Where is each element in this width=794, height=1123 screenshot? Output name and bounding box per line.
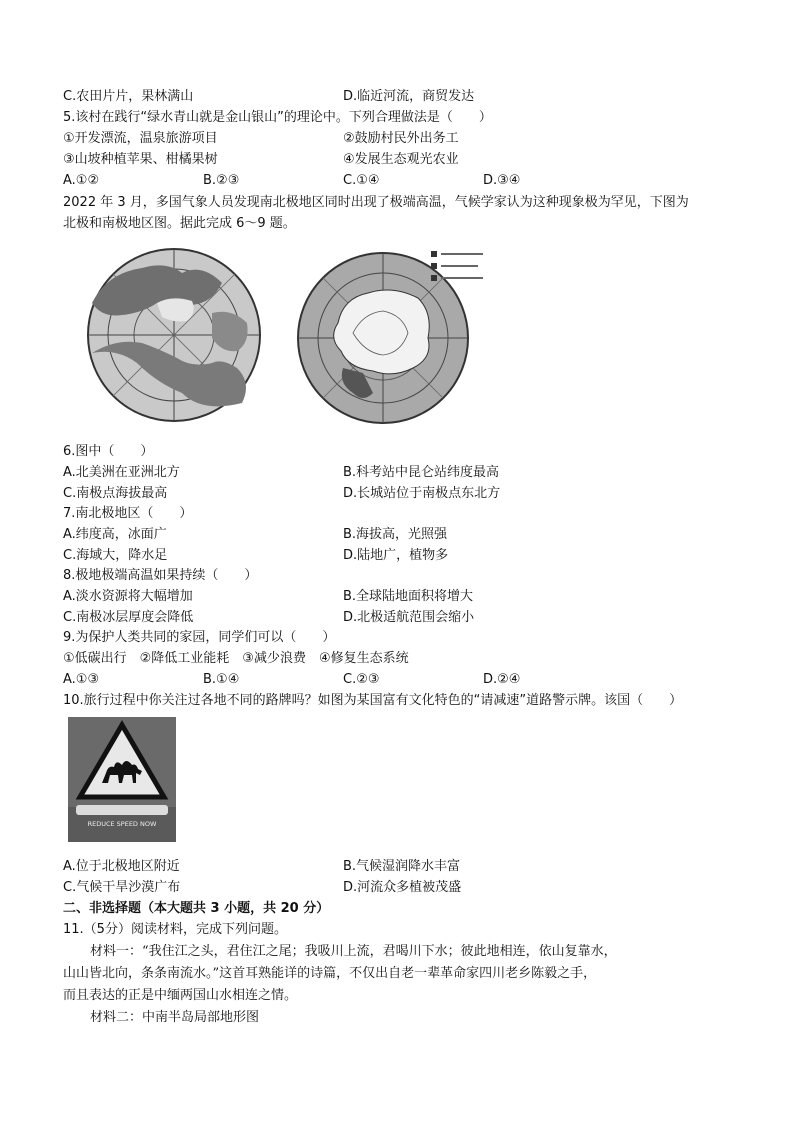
legend-marker-1 [431, 251, 437, 257]
sign-english-text: REDUCE SPEED NOW [87, 820, 157, 828]
q6-option-b: B.科考站中昆仑站纬度最高 [343, 465, 500, 480]
q5-option-d: D.③④ [483, 173, 521, 188]
q7-stem: 7.南北极地区（ ） [63, 506, 193, 521]
q9-option-a: A.①③ [63, 672, 100, 687]
q5-option-b: B.②③ [203, 173, 240, 188]
q8-option-c: C.南极冰层厚度会降低 [63, 610, 194, 625]
arctic-map-figure [62, 243, 272, 428]
road-sign-figure [68, 717, 176, 842]
q7-option-d: D.陆地广，植物多 [343, 548, 449, 563]
q4-option-c: C.农田片片，果林满山 [63, 89, 194, 104]
legend-marker-2 [431, 263, 437, 269]
q5-item-1: ①开发漂流，温泉旅游项目 [63, 131, 218, 146]
legend-marker-3 [431, 275, 437, 281]
q9-option-d: D.②④ [483, 672, 521, 687]
q10-option-d: D.河流众多植被茂盛 [343, 880, 462, 895]
antarctic-map-image [283, 243, 498, 428]
q10-option-b: B.气候湿润降水丰富 [343, 859, 461, 874]
q5-item-4: ④发展生态观光农业 [343, 152, 459, 167]
intro-line-1: 2022 年 3 月，多国气象人员发现南北极地区同时出现了极端高温，气候学家认为这种现象极为罕见，下图为 [63, 195, 689, 210]
q9-stem: 9.为保护人类共同的家园，同学们可以（ ） [63, 630, 336, 645]
q5-item-3: ③山坡种植苹果、柑橘果树 [63, 152, 218, 167]
camel-warning-sign [68, 717, 176, 807]
q8-stem: 8.极地极端高温如果持续（ ） [63, 568, 258, 583]
q8-option-b: B.全球陆地面积将增大 [343, 589, 474, 604]
arabic-text-strip [76, 805, 168, 815]
q11-material-1-line-3: 而且表达的正是中缅两国山水相连之情。 [63, 988, 298, 1003]
q11-stem: 11.（5分）阅读材料，完成下列问题。 [63, 922, 287, 937]
q11-material-1-line-1: 材料一：“我住江之头，君住江之尾；我吸川上流，君喝川下水；彼此地相连，依山复靠水， [90, 944, 617, 959]
q5-option-a: A.①② [63, 173, 100, 188]
q9-items: ①低碳出行 ②降低工业能耗 ③减少浪费 ④修复生态系统 [63, 651, 409, 666]
q11-material-2: 材料二：中南半岛局部地形图 [90, 1010, 260, 1025]
arctic-map-image [62, 243, 272, 428]
q5-stem: 5.该村在践行“绿水青山就是金山银山”的理论中。下列合理做法是（ ） [63, 110, 492, 125]
q5-option-c: C.①④ [343, 173, 380, 188]
q6-option-c: C.南极点海拔最高 [63, 486, 168, 501]
q4-option-d: D.临近河流，商贸发达 [343, 89, 475, 104]
q6-option-a: A.北美洲在亚洲北方 [63, 465, 180, 480]
intro-line-2: 北极和南极地区图。据此完成 6～9 题。 [63, 216, 296, 231]
q6-stem: 6.图中（ ） [63, 444, 154, 459]
q7-option-a: A.纬度高，冰面广 [63, 527, 167, 542]
antarctic-map-figure [283, 243, 498, 428]
section-2-heading: 二、非选择题（本大题共 3 小题，共 20 分） [63, 901, 330, 916]
q5-item-2: ②鼓励村民外出务工 [343, 131, 459, 146]
q10-stem: 10.旅行过程中你关注过各地不同的路牌吗？如图为某国富有文化特色的“请减速”道路警示牌。该国（ ） [63, 693, 683, 708]
q9-option-c: C.②③ [343, 672, 380, 687]
q6-option-d: D.长城站位于南极点东北方 [343, 486, 501, 501]
q10-option-c: C.气候干旱沙漠广布 [63, 880, 181, 895]
q7-option-c: C.海域大，降水足 [63, 548, 168, 563]
q8-option-a: A.淡水资源将大幅增加 [63, 589, 193, 604]
q8-option-d: D.北极适航范围会缩小 [343, 610, 475, 625]
q7-option-b: B.海拔高，光照强 [343, 527, 448, 542]
q11-material-1-line-2: 山山皆北向，条条南流水。”这首耳熟能详的诗篇，不仅出自老一辈革命家四川老乡陈毅之手， [63, 966, 597, 981]
q9-option-b: B.①④ [203, 672, 240, 687]
q10-option-a: A.位于北极地区附近 [63, 859, 180, 874]
